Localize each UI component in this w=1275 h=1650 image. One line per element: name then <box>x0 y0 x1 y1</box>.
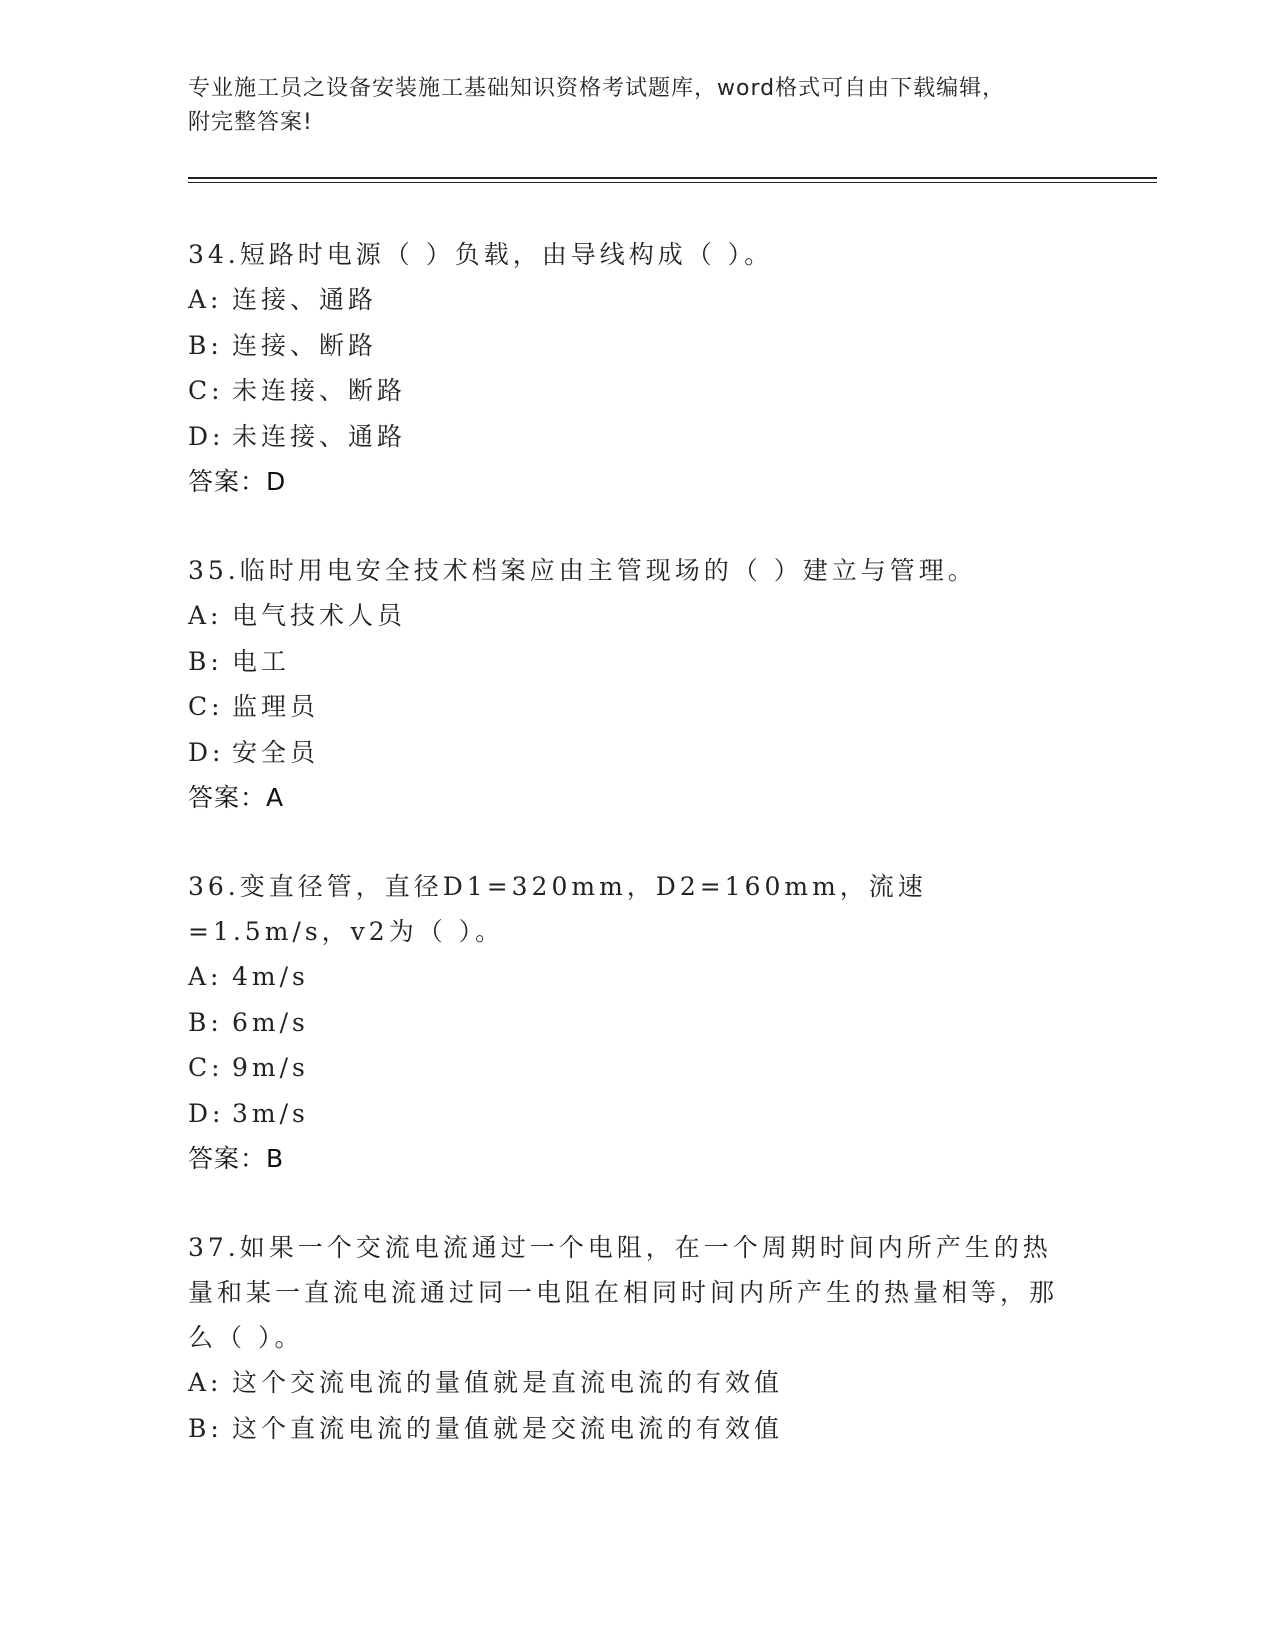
option-c <box>188 368 1088 414</box>
option-letter: A: <box>188 285 223 314</box>
question-stem: 37.如果一个交流电流通过一个电阻，在一个周期时间内所产生的热量和某一直流电流通过同一电阻在相同时间内所产生的热量相等，那么（ ）。 <box>188 1233 1059 1352</box>
option-d <box>188 730 1088 776</box>
option-letter: B: <box>188 330 223 360</box>
option-c <box>188 1045 1088 1091</box>
option-text: 4m/s <box>232 962 309 991</box>
option-a <box>188 1360 1088 1406</box>
option-text: 安全员 <box>232 737 320 767</box>
header-line-2: 附完整答案! <box>188 110 313 135</box>
answer-line: 答案：D <box>188 467 287 496</box>
option-d <box>188 1091 1088 1137</box>
option-text: 这个直流电流的量值就是交流电流的有效值 <box>232 1413 784 1443</box>
question-35 <box>188 548 1088 820</box>
option-letter: D: <box>188 737 225 767</box>
option-b <box>188 1406 1088 1452</box>
question-stem: 35.临时用电安全技术档案应由主管现场的（ ）建立与管理。 <box>188 556 977 585</box>
option-text: 未连接、断路 <box>232 376 407 405</box>
header-line-1: 专业施工员之设备安装施工基础知识资格考试题库，word格式可自由下载编辑， <box>188 76 1006 101</box>
question-37 <box>188 1225 1088 1451</box>
option-text: 这个交流电流的量值就是直流电流的有效值 <box>232 1368 784 1397</box>
header-divider-thick <box>188 177 1157 179</box>
option-text: 未连接、通路 <box>232 421 407 451</box>
option-letter: B: <box>188 646 223 676</box>
option-text: 电工 <box>232 646 291 676</box>
option-text: 电气技术人员 <box>232 601 407 630</box>
answer-line: 答案：A <box>188 783 285 812</box>
option-letter: A: <box>188 1368 223 1397</box>
option-letter: A: <box>188 962 223 991</box>
option-letter: C: <box>188 692 224 721</box>
option-letter: D: <box>188 421 225 451</box>
option-text: 6m/s <box>232 1007 309 1037</box>
option-text: 连接、通路 <box>232 285 378 314</box>
option-b <box>188 1000 1088 1046</box>
option-text: 9m/s <box>232 1053 309 1082</box>
question-stem: 36.变直径管，直径D1=320mm，D2=160mm，流速=1.5m/s，v2为（ ）。 <box>188 872 927 946</box>
option-text: 监理员 <box>232 692 320 721</box>
document-header <box>188 72 1088 140</box>
option-a <box>188 954 1088 1000</box>
option-c <box>188 684 1088 730</box>
question-34 <box>188 232 1088 504</box>
option-a <box>188 277 1088 323</box>
option-letter: C: <box>188 1053 224 1082</box>
option-b <box>188 323 1088 369</box>
option-letter: C: <box>188 376 224 405</box>
question-stem: 34.短路时电源（ ）负载，由导线构成（ ）。 <box>188 240 774 269</box>
question-36 <box>188 864 1088 1181</box>
option-text: 连接、断路 <box>232 330 378 360</box>
option-letter: A: <box>188 601 223 630</box>
option-text: 3m/s <box>232 1098 309 1128</box>
option-b <box>188 639 1088 685</box>
answer-line: 答案：B <box>188 1144 285 1173</box>
option-letter: D: <box>188 1098 225 1128</box>
option-a <box>188 593 1088 639</box>
option-d <box>188 414 1088 460</box>
header-divider-thin <box>188 182 1157 183</box>
option-letter: B: <box>188 1413 223 1443</box>
option-letter: B: <box>188 1007 223 1037</box>
